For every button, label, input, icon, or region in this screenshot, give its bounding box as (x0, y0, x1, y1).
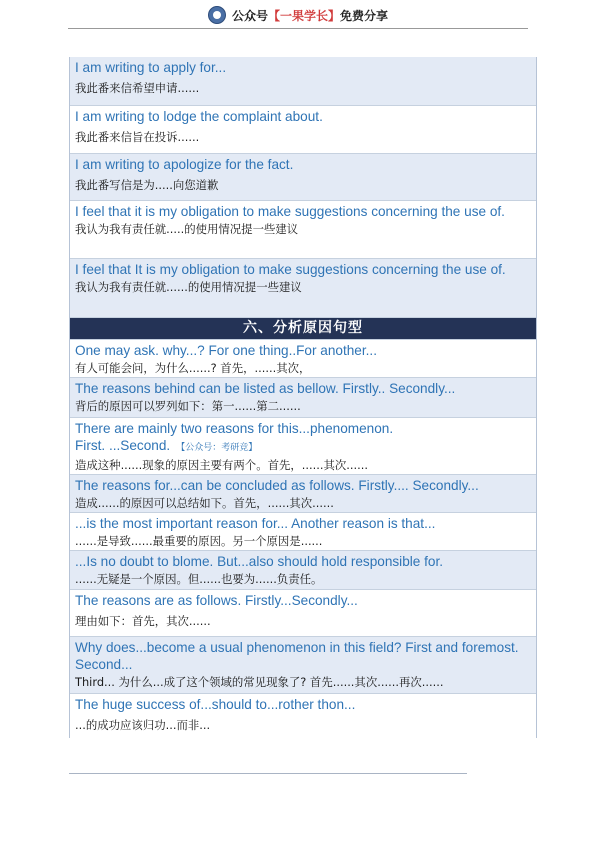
english-phrase: The huge success of...should to...rother thon... (75, 697, 356, 712)
chinese-translation: ......是导致......最重要的原因。另一个原因是...... (75, 534, 323, 548)
english-phrase-continued (75, 437, 532, 456)
table-row (70, 201, 536, 259)
chinese-translation: 我此番来信希望申请...... (75, 81, 200, 95)
chinese-translation: 背后的原因可以罗列如下：第一......第二...... (75, 399, 301, 413)
chinese-translation: 我此番写信是为.....向您道歉 (75, 178, 219, 192)
top-banner (0, 0, 596, 30)
table-row (70, 637, 536, 694)
phrase-table (69, 57, 537, 738)
table-row (70, 106, 536, 154)
chinese-translation: 我认为我有责任就.....的使用情况提一些建议 (75, 222, 299, 236)
banner-text (232, 7, 388, 24)
banner-prefix: 公众号 (231, 8, 268, 23)
chinese-translation: 我此番来信旨在投诉...... (75, 130, 200, 144)
table-row (70, 694, 536, 738)
english-phrase: Why does...become a usual phenomenon in this field? First and foremost. Second... (75, 640, 519, 672)
english-phrase: There are mainly two reasons for this...phenomenon. (75, 421, 394, 436)
table-row (70, 259, 536, 318)
banner-brand: 【一果学长】 (267, 8, 340, 23)
table-row (70, 378, 536, 418)
bottom-divider (69, 773, 467, 774)
chinese-translation: 有人可能会问，为什么......? 首先，......其次， (75, 361, 311, 375)
chinese-translation: 造成......的原因可以总结如下。首先，......其次...... (75, 496, 334, 510)
chinese-translation: Third... 为什么...成了这个领域的常见现象了? 首先......其次......再次...... (75, 675, 444, 689)
english-phrase: I feel that It is my obligation to make suggestions concerning the use of. (75, 262, 506, 277)
english-phrase: The reasons behind can be listed as bellow. Firstly.. Secondly... (75, 381, 456, 396)
chinese-translation: 造成这种......现象的原因主要有两个。首先，......其次...... (75, 458, 368, 472)
english-phrase: The reasons for...can be concluded as follows. Firstly.... Secondly... (75, 478, 479, 493)
english-phrase: I feel that it is my obligation to make suggestions concerning the use of. (75, 204, 505, 219)
account-tag: 【公众号：考研竞】 (176, 442, 258, 452)
english-phrase: I am writing to lodge the complaint about. (75, 109, 323, 124)
chinese-translation: 我认为我有责任就......的使用情况提一些建议 (75, 280, 302, 294)
banner-suffix: 免费分享 (340, 8, 389, 23)
chinese-translation: 理由如下：首先，其次...... (75, 614, 211, 628)
table-row (70, 513, 536, 551)
chinese-translation: ...的成功应该归功...而非... (75, 718, 211, 732)
top-divider (68, 28, 528, 29)
table-row (70, 551, 536, 590)
account-logo-icon (208, 6, 226, 24)
table-row (70, 590, 536, 637)
table-row (70, 154, 536, 201)
english-phrase: The reasons are as follows. Firstly...Secondly... (75, 593, 358, 608)
english-phrase: ...Is no doubt to blome. But...also should hold responsible for. (75, 554, 444, 569)
english-phrase: ...is the most important reason for... Another reason is that... (75, 516, 436, 531)
english-phrase: I am writing to apologize for the fact. (75, 157, 294, 172)
english-phrase: One may ask. why...? For one thing..For another... (75, 343, 377, 358)
table-row (70, 340, 536, 378)
table-row (70, 475, 536, 513)
table-row (70, 418, 536, 475)
english-phrase: I am writing to apply for... (75, 60, 227, 75)
chinese-translation: ......无疑是一个原因。但......也要为......负责任。 (75, 572, 323, 586)
english-phrase-line2: First. ...Second. (75, 438, 171, 453)
section-title: 六、分析原因句型 (70, 318, 536, 340)
table-row (70, 57, 536, 106)
